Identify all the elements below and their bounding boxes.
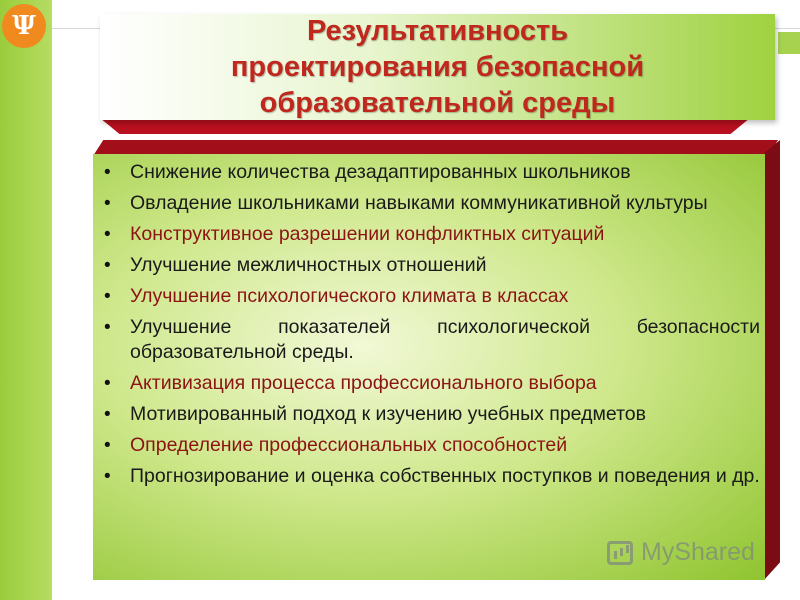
- list-item: [104, 315, 760, 365]
- psi-symbol: Ψ: [12, 11, 36, 41]
- bullet-icon: •: [104, 373, 111, 394]
- list-item-text: Улучшение межличностных отношений: [130, 254, 487, 276]
- list-item-text: Определение профессиональных способностей: [130, 434, 568, 456]
- title-line: проектирования безопасной: [230, 51, 645, 83]
- list-item: [104, 160, 760, 185]
- bullet-list: [104, 160, 760, 495]
- bullet-icon: •: [104, 404, 111, 425]
- list-item: [104, 464, 760, 489]
- bullet-icon: •: [104, 255, 111, 276]
- bullet-icon: •: [104, 162, 111, 183]
- list-item-text: Конструктивное разрешении конфликтных ситуаций: [130, 223, 605, 245]
- list-item-text: Снижение количества дезадаптированных школьников: [130, 161, 631, 183]
- list-item-text: Овладение школьниками навыками коммуникативной культуры: [130, 192, 708, 214]
- list-item: [104, 402, 760, 427]
- title-line: Результативность: [306, 15, 569, 47]
- panel-side-edge: [764, 140, 780, 580]
- left-accent-strip: [0, 0, 52, 600]
- list-item: [104, 371, 760, 396]
- corner-accent: [778, 32, 800, 54]
- title-line: образовательной среды: [259, 87, 616, 119]
- list-item: [104, 222, 760, 247]
- bullet-icon: •: [104, 193, 111, 214]
- bullet-icon: •: [104, 224, 111, 245]
- bullet-icon: •: [104, 317, 111, 338]
- list-item-text: Активизация процесса профессионального выбора: [130, 372, 597, 394]
- list-item: [104, 191, 760, 216]
- list-item-text: Мотивированный подход к изучению учебных предметов: [130, 403, 646, 425]
- chart-board-icon: [607, 541, 633, 565]
- list-item-text: Улучшение психологического климата в классах: [130, 285, 569, 307]
- watermark: [607, 538, 755, 567]
- slide-title: [231, 13, 644, 121]
- list-item: [104, 253, 760, 278]
- bullet-icon: •: [104, 435, 111, 456]
- bullet-icon: •: [104, 286, 111, 307]
- psi-icon: [2, 4, 46, 48]
- list-item: [104, 284, 760, 309]
- watermark-text: MyShared: [641, 538, 755, 566]
- list-item-text: Улучшение показателей психологической безопасности образовательной среды.: [130, 316, 760, 363]
- bullet-icon: •: [104, 466, 111, 487]
- list-item-text: Прогнозирование и оценка собственных поступков и поведения и др.: [130, 465, 760, 487]
- list-item: [104, 433, 760, 458]
- title-banner: [100, 14, 775, 120]
